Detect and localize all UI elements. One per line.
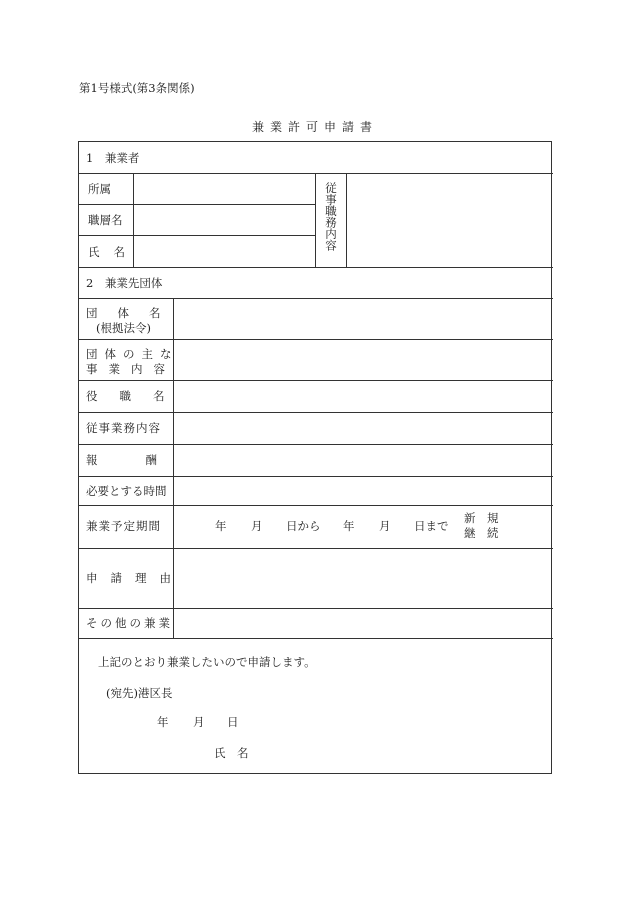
remuneration-label: 報酬 [86, 453, 205, 467]
remuneration-field[interactable] [174, 445, 552, 475]
period-year-from: 年 [215, 519, 227, 533]
reason-label: 申請理由 [86, 571, 184, 585]
duty-label: 従事職務内容 [324, 182, 338, 251]
period-option-new[interactable]: 新 規 [464, 511, 499, 525]
date-day: 日 [227, 715, 239, 729]
name-label: 氏名 [88, 245, 139, 259]
application-form-table [78, 141, 552, 774]
section2-heading: 2 兼業先団体 [86, 276, 163, 290]
document-title: 兼業許可申請書 [251, 120, 378, 134]
name-field[interactable] [134, 236, 314, 266]
other-side-jobs-label: その他の兼業 [86, 616, 173, 630]
org-business-field[interactable] [174, 340, 552, 379]
date-month: 月 [193, 715, 205, 729]
reason-field[interactable] [174, 549, 552, 607]
position-label: 職層名 [88, 213, 123, 227]
declaration-statement: 上記のとおり兼業したいので申請します。 [98, 655, 316, 669]
date-year: 年 [157, 715, 169, 729]
signature-label: 氏 名 [214, 746, 249, 760]
other-side-jobs-field[interactable] [174, 609, 552, 637]
addressee: (宛先)港区長 [106, 686, 173, 700]
affiliation-label: 所属 [88, 182, 111, 196]
affiliation-field[interactable] [134, 174, 314, 203]
period-month-from: 月 [251, 519, 263, 533]
org-business-label-2: 事業内容 [86, 362, 176, 376]
duties-field[interactable] [174, 413, 552, 443]
form-number: 第1号様式(第3条関係) [79, 81, 195, 95]
role-title-label: 役職名 [86, 389, 187, 403]
org-name-label: 団体名 [86, 306, 181, 320]
org-name-field[interactable] [174, 299, 552, 338]
section1-heading: 1 兼業者 [86, 151, 140, 165]
role-title-field[interactable] [174, 381, 552, 411]
duties-label: 従事業務内容 [86, 421, 161, 435]
position-field[interactable] [134, 205, 314, 234]
period-label: 兼業予定期間 [86, 519, 161, 533]
legal-basis-label: (根拠法令) [96, 321, 151, 335]
required-time-label: 必要とする時間 [86, 484, 167, 498]
period-option-continue[interactable]: 継 続 [464, 526, 499, 540]
period-month-until: 月 [379, 519, 391, 533]
period-year-until: 年 [343, 519, 355, 533]
required-time-field[interactable] [174, 477, 552, 504]
org-business-label-1: 団体の主な [86, 347, 179, 361]
period-day-until: 日まで [414, 519, 449, 533]
duty-field[interactable] [347, 174, 552, 266]
period-day-from: 日から [286, 519, 321, 533]
